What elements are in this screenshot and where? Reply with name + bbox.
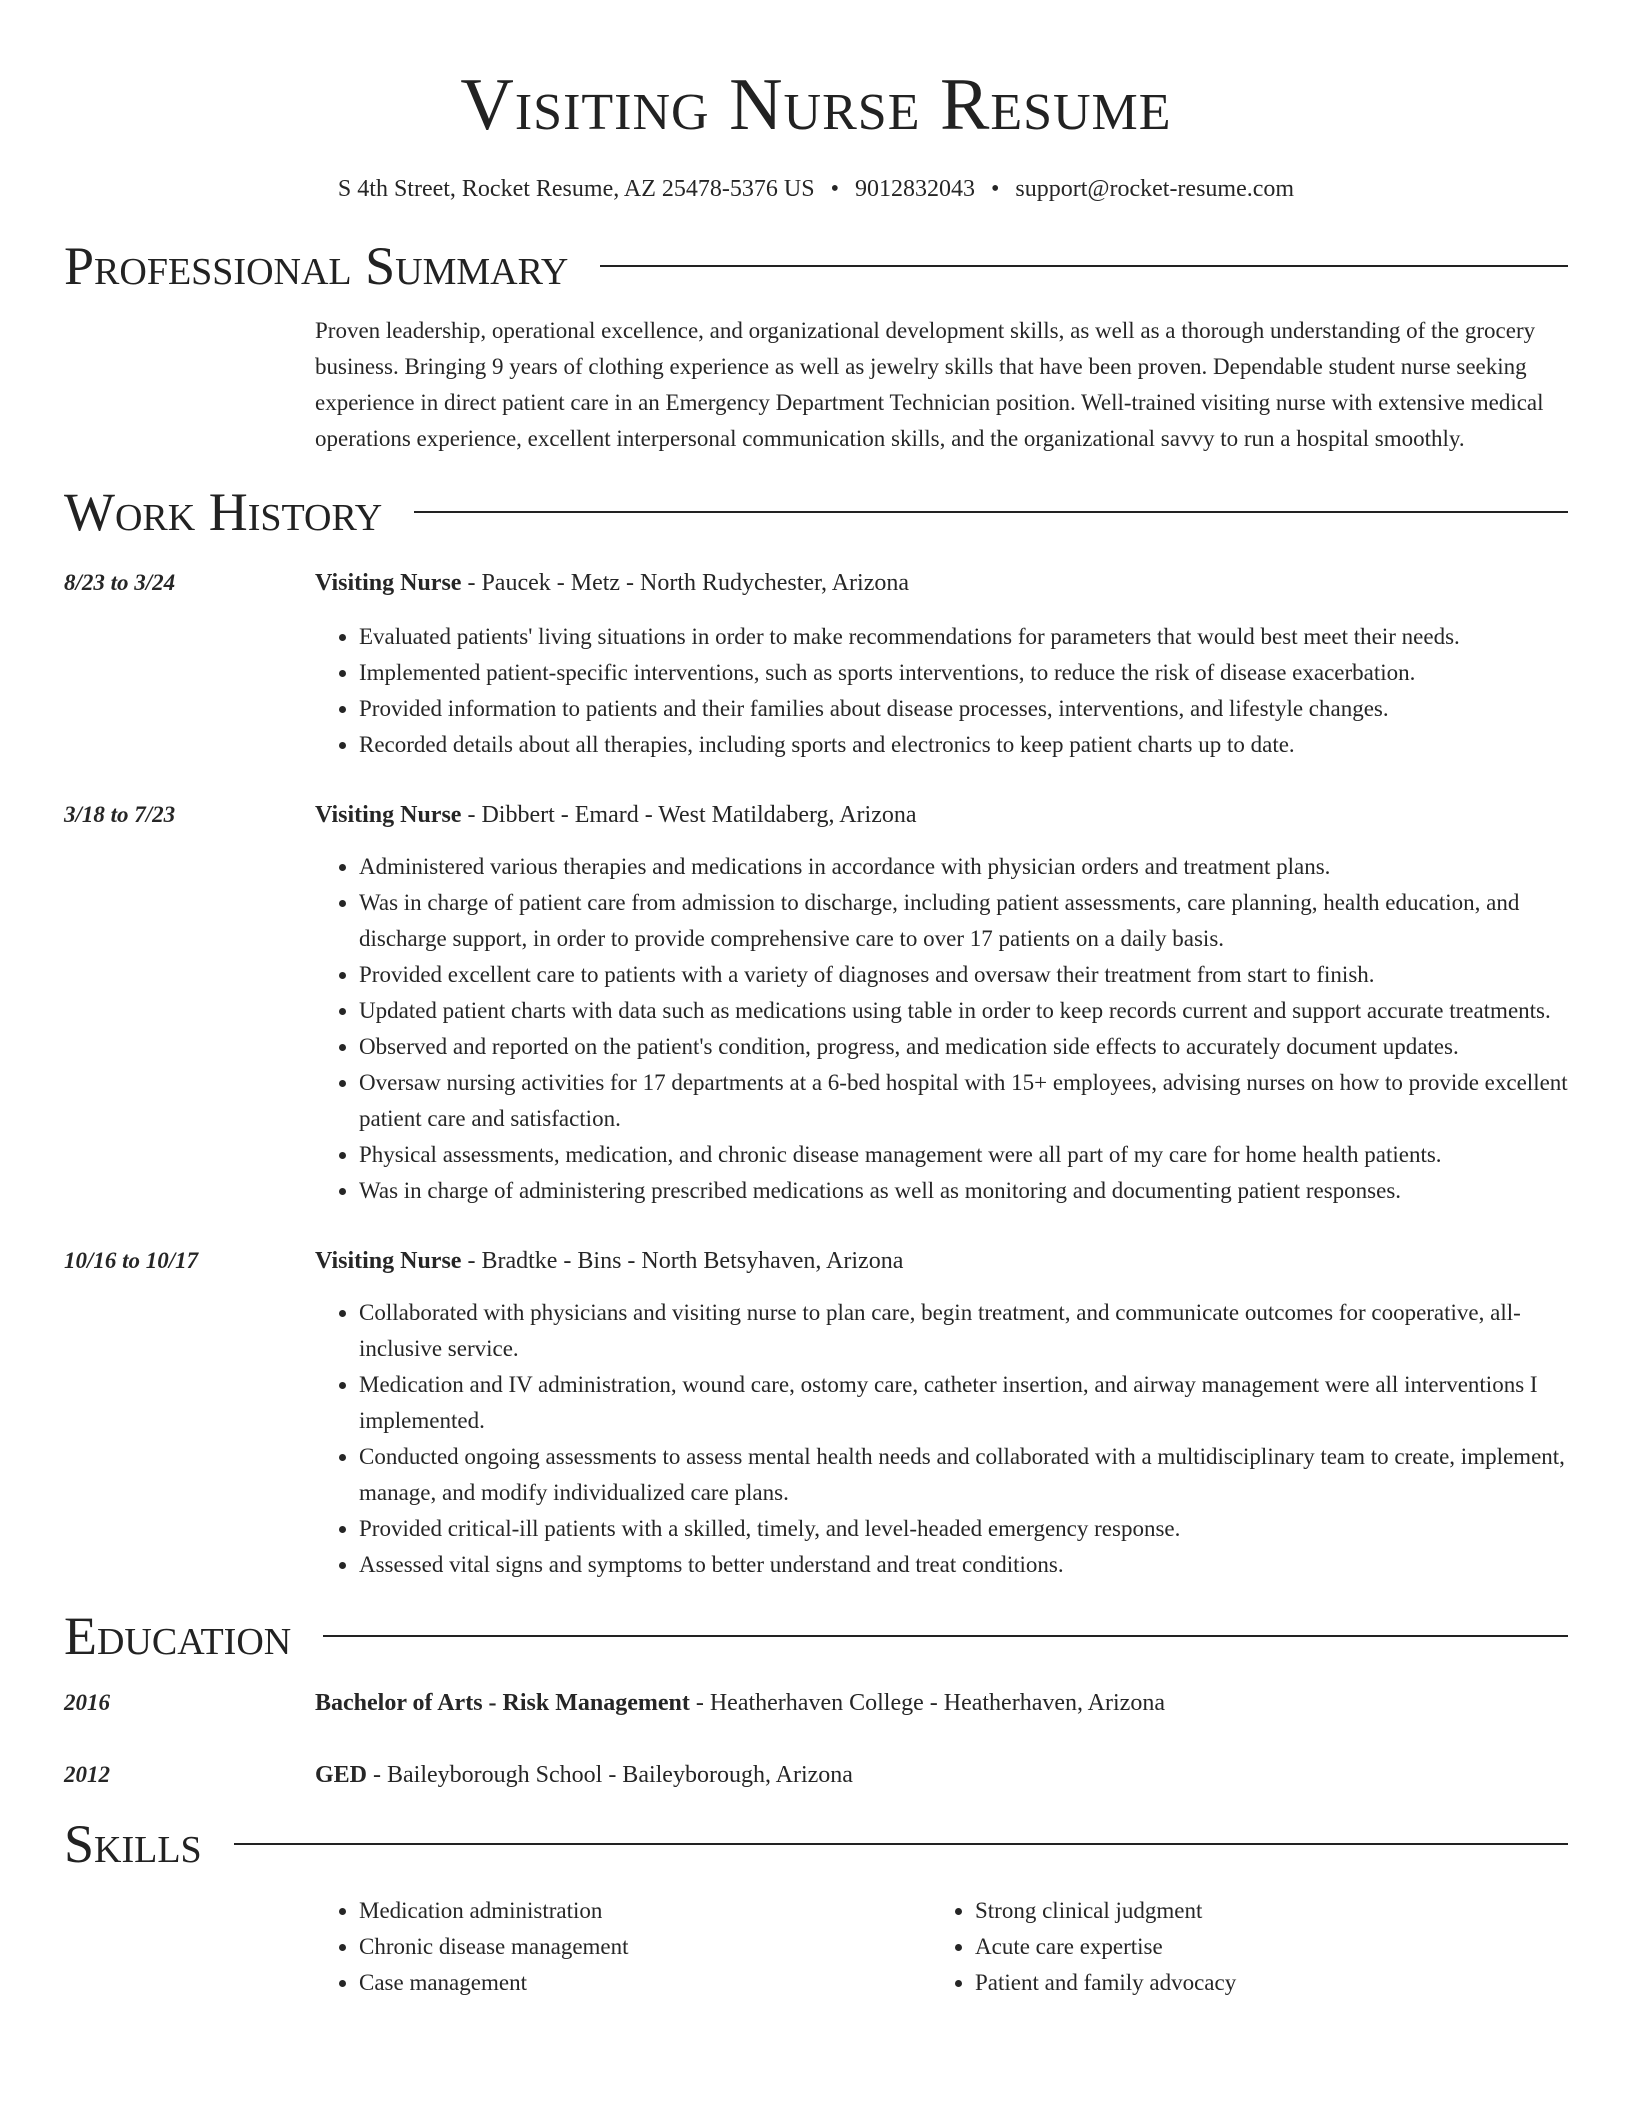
section-title: Work History (64, 482, 383, 542)
section-header-education (64, 1606, 1568, 1666)
list-item: • Provided excellent care to patients with a variety of diagnoses and oversaw their treatment from start to finish. (359, 957, 1568, 993)
list-item: • Case management (359, 1965, 931, 2001)
list-item: • Observed and reported on the patient's condition, progress, and medication side effects to accurately document updates. (359, 1029, 1568, 1065)
job-title: Visiting Nurse (315, 570, 462, 596)
list-item: • Provided information to patients and their families about disease processes, interventions, and lifestyle changes. (359, 691, 1568, 727)
education-school: - Heatherhaven College - Heatherhaven, Arizona (689, 1690, 1165, 1716)
education-school: - Baileyborough School - Baileyborough, Arizona (367, 1762, 853, 1788)
job-bullets (315, 619, 1568, 763)
job-company: - Paucek - Metz - North Rudychester, Arizona (461, 570, 910, 596)
divider (323, 1635, 1568, 1637)
separator: • (990, 176, 1000, 202)
list-item: • Evaluated patients' living situations in order to make recommendations for parameters that would best meet their needs. (359, 619, 1568, 655)
job-title: Visiting Nurse (315, 1248, 462, 1274)
job-date: 3/18 to 7/23 (64, 802, 176, 827)
address: S 4th Street, Rocket Resume, AZ 25478-5376 US (337, 176, 815, 202)
skills-list (315, 1893, 1568, 2001)
summary-text: Proven leadership, operational excellence, and organizational development skills, as well as a thorough understanding of the grocery business. Bringing 9 years of clothing experience as well as jewelry skills that have been proven. Dependable student nurse seeking experience in direct patient care in an Emergency Department Technician position. Well-trained visiting nurse with extensive medical operations experience, excellent interpersonal communication skills, and the organizational savvy to run a hospital smoothly. (315, 318, 1544, 451)
list-item: • Implemented patient-specific interventions, such as sports interventions, to reduce the risk of disease exacerbation. (359, 655, 1568, 691)
education-date: 2012 (64, 1762, 110, 1787)
job-date: 8/23 to 3/24 (64, 570, 176, 595)
section-header-skills (64, 1814, 1568, 1874)
section-title: Professional Summary (64, 236, 569, 296)
job-bullets (315, 1295, 1568, 1583)
list-item: • Was in charge of patient care from admission to discharge, including patient assessments, care planning, health education, and discharge support, in order to provide comprehensive care to over 17 patients on a daily basis. (359, 885, 1568, 957)
list-item: • Provided critical-ill patients with a skilled, timely, and level-headed emergency response. (359, 1511, 1568, 1547)
list-item: • Recorded details about all therapies, including sports and electronics to keep patient charts up to date. (359, 727, 1568, 763)
phone: 9012832043 (854, 176, 975, 202)
job-bullets (315, 849, 1568, 1209)
job-company: - Dibbert - Emard - West Matildaberg, Arizona (461, 802, 917, 828)
section-title: Education (64, 1606, 292, 1666)
job-date: 10/16 to 10/17 (64, 1248, 199, 1273)
list-item: • Collaborated with physicians and visiting nurse to plan care, begin treatment, and communicate outcomes for cooperative, all-inclusive service. (359, 1295, 1568, 1367)
list-item: • Chronic disease management (359, 1929, 931, 1965)
job-company: - Bradtke - Bins - North Betsyhaven, Arizona (461, 1248, 904, 1274)
list-item: • Physical assessments, medication, and chronic disease management were all part of my care for home health patients. (359, 1137, 1568, 1173)
education-entry (64, 1757, 1568, 1793)
list-item: • Patient and family advocacy (975, 1965, 1547, 2001)
education-entry (64, 1685, 1568, 1721)
job-entry (64, 1243, 1568, 1583)
education-degree: GED (315, 1762, 368, 1788)
skills-column-left (315, 1893, 931, 2001)
job-entry (64, 565, 1568, 763)
divider (234, 1843, 1568, 1845)
list-item: • Oversaw nursing activities for 17 departments at a 6-bed hospital with 15+ employees, advising nurses on how to provide excellent patient care and satisfaction. (359, 1065, 1568, 1137)
list-item: • Medication and IV administration, wound care, ostomy care, catheter insertion, and airway management were all interventions I implemented. (359, 1367, 1568, 1439)
list-item: • Medication administration (359, 1893, 931, 1929)
contact-line (64, 176, 1568, 203)
job-heading (315, 1243, 1568, 1279)
education-date: 2016 (64, 1690, 110, 1715)
job-heading (315, 565, 1568, 601)
list-item: • Updated patient charts with data such as medications using table in order to keep records current and support accurate treatments. (359, 993, 1568, 1029)
job-title: Visiting Nurse (315, 802, 462, 828)
list-item: • Strong clinical judgment (975, 1893, 1547, 1929)
list-item: • Assessed vital signs and symptoms to better understand and treat conditions. (359, 1547, 1568, 1583)
job-heading (315, 797, 1568, 833)
section-header-work (64, 482, 1568, 542)
job-entry (64, 797, 1568, 1209)
divider (414, 511, 1568, 513)
email[interactable]: support@rocket-resume.com (1015, 176, 1295, 202)
divider (600, 265, 1568, 267)
list-item: • Administered various therapies and medications in accordance with physician orders and treatment plans. (359, 849, 1568, 885)
list-item: • Conducted ongoing assessments to assess mental health needs and collaborated with a multidisciplinary team to create, implement, manage, and modify individualized care plans. (359, 1439, 1568, 1511)
skills-column-right (931, 1893, 1547, 2001)
separator: • (830, 176, 839, 202)
education-degree: Bachelor of Arts - Risk Management (315, 1690, 690, 1716)
list-item: • Acute care expertise (975, 1929, 1547, 1965)
section-title: Skills (64, 1814, 202, 1874)
section-header-summary (64, 236, 1568, 296)
list-item: • Was in charge of administering prescribed medications as well as monitoring and documenting patient responses. (359, 1173, 1568, 1209)
page-title: Visiting Nurse Resume (460, 64, 1172, 146)
